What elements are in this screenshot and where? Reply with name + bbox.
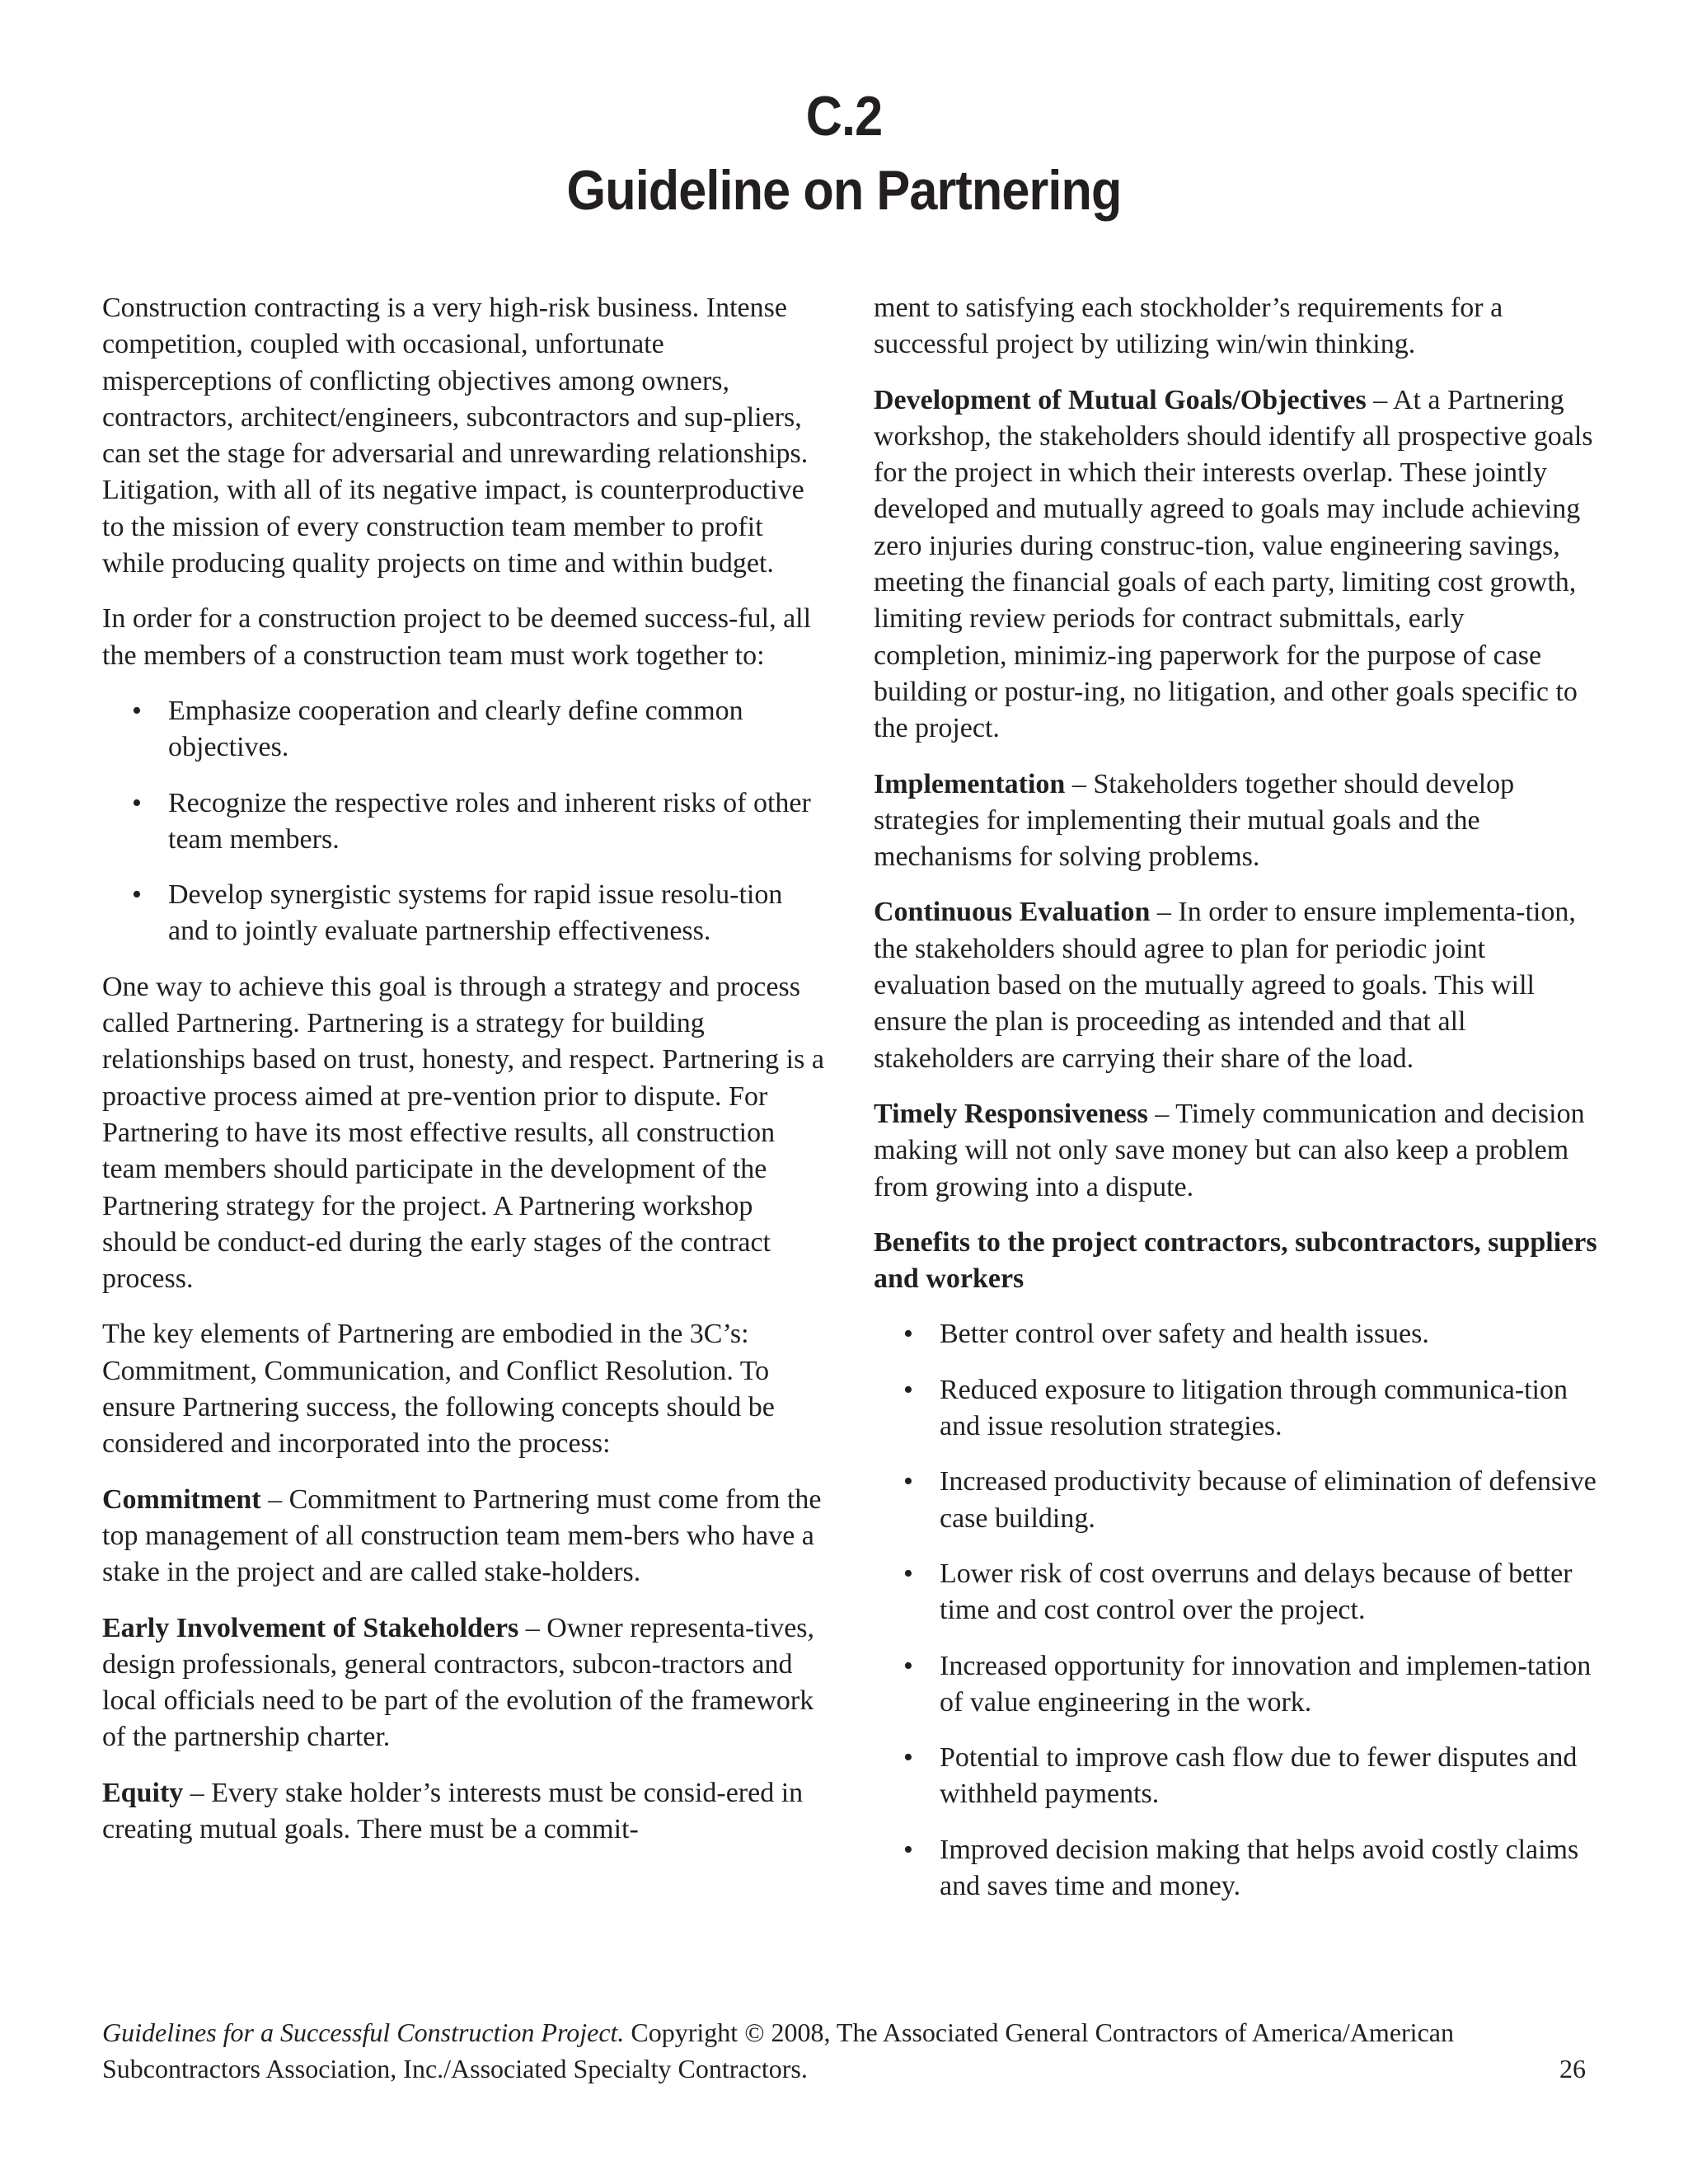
team-goals-list: [102, 693, 828, 950]
benefits-list: [874, 1316, 1599, 1905]
page-number: 26: [1559, 2054, 1586, 2083]
implementation-paragraph: Implementation – Stakeholders together should develop strategies for implementing their mutual goals and the mechanisms for solving problems.: [874, 768, 1515, 873]
equity-label: Equity: [102, 1777, 184, 1808]
bullet-icon: •: [903, 1742, 913, 1774]
commitment-paragraph: Commitment – Commitment to Partnering must come from the top management of all construction team mem-bers who have a stake in the project and are called stake-holders.: [102, 1483, 822, 1588]
bullet-icon: •: [132, 879, 142, 911]
bullet-icon: •: [903, 1650, 913, 1681]
list-item: • Lower risk of cost overruns and delays because of better time and cost control over the project.: [874, 1556, 1599, 1629]
responsiveness-label: Timely Responsiveness: [874, 1098, 1148, 1129]
list-item: • Better control over safety and health issues.: [874, 1316, 1599, 1352]
list-item: • Recognize the respective roles and inherent risks of other team members.: [102, 785, 828, 859]
list-item: • Increased productivity because of elimination of defensive case building.: [874, 1464, 1599, 1537]
page-title: Guideline on Partnering: [566, 159, 1122, 222]
footer-book-title: Guidelines for a Successful Construction Project.: [102, 2018, 625, 2047]
bullet-icon: •: [903, 1374, 913, 1405]
bullet-icon: •: [903, 1319, 913, 1350]
commitment-label: Commitment: [102, 1483, 261, 1515]
bullet-icon: •: [132, 787, 142, 818]
section-number: C.2: [805, 85, 883, 148]
bullet-icon: •: [903, 1466, 913, 1497]
early-involvement-label: Early Involvement of Stakeholders: [102, 1612, 519, 1643]
page-footer: [102, 2014, 1586, 2087]
bullet-icon: •: [903, 1834, 913, 1865]
list-item: • Potential to improve cash flow due to fewer disputes and withheld payments.: [874, 1740, 1599, 1813]
list-item: • Improved decision making that helps avoid costly claims and saves time and money.: [874, 1832, 1599, 1905]
partnering-paragraph: One way to achieve this goal is through a strategy and process called Partnering. Partnering is a strategy for building relationships based on trust, honesty, and respect. Partnering is a proactive process aimed at pre-vention prior to dispute. For Partnering to have its most effective results, all construction team members should participate in the development of the Partnering strategy for the project. A Partnering workshop should be conduct-ed during the early stages of the contract process.: [102, 971, 824, 1295]
intro-paragraph: Construction contracting is a very high-risk business. Intense competition, coupled with occasional, unfortunate misperceptions of conflicting objectives among owners, contractors, architect/engineers, subcontractors and sup-pliers, can set the stage for adversarial and unrewarding relationships. Litigation, with all of its negative impact, is counterproductive to the mission of every construction team member to profit while producing quality projects on time and within budget.: [102, 293, 809, 579]
key-elements-paragraph: The key elements of Partnering are embodied in the 3C’s: Commitment, Communication, and Conflict Resolution. To ensure Partnering success, the following concepts should be considered and incorporated into the process:: [102, 1319, 775, 1460]
page-header: [84, 79, 1603, 227]
equity-continued: ment to satisfying each stockholder’s requirements for a successful project by utilizing win/win thinking.: [874, 293, 1503, 360]
bullet-icon: •: [903, 1558, 913, 1589]
bullet-icon: •: [132, 695, 142, 726]
evaluation-paragraph: Continuous Evaluation – In order to ensure implementa-tion, the stakeholders should agree to plan for periodic joint evaluation based on the mutually agreed to goals. This will ensure the plan is proceeding as intended and that all stakeholders are carrying their share of the load.: [874, 897, 1576, 1074]
early-involvement-paragraph: Early Involvement of Stakeholders – Owner representa-tives, design professionals, general contractors, subcon-tractors and local officials need to be part of the evolution of the framework of the partnership charter.: [102, 1612, 815, 1753]
list-item: • Develop synergistic systems for rapid issue resolu-tion and to jointly evaluate partnership effectiveness.: [102, 877, 828, 950]
responsiveness-paragraph: Timely Responsiveness – Timely communication and decision making will not only save money but can also keep a problem from growing into a dispute.: [874, 1098, 1585, 1202]
mutual-goals-paragraph: Development of Mutual Goals/Objectives – At a Partnering workshop, the stakeholders should identify all prospective goals for the project in which their interests overlap. These jointly developed and mutually agreed to goals may include achieving zero injuries during construc-tion, value engineering savings, meeting the financial goals of each party, limiting cost growth, limiting review periods for contract submittals, early completion, minimiz-ing paperwork for the purpose of case building or postur-ing, no litigation, and other goals specific to the project.: [874, 384, 1593, 744]
left-column: [102, 290, 828, 1848]
evaluation-label: Continuous Evaluation: [874, 897, 1151, 928]
equity-paragraph: Equity – Every stake holder’s interests must be consid-ered in creating mutual goals. There must be a commit-: [102, 1777, 804, 1844]
mutual-goals-label: Development of Mutual Goals/Objectives: [874, 384, 1367, 415]
list-item: • Emphasize cooperation and clearly define common objectives.: [102, 693, 828, 766]
list-item: • Reduced exposure to litigation through communica-tion and issue resolution strategies.: [874, 1372, 1599, 1446]
footer-copyright: Copyright © 2008, The Associated General Contractors of America/American Subcontractors Association, Inc./Associated Specialty Contractors.: [102, 2018, 1454, 2083]
list-item: • Increased opportunity for innovation and implemen-tation of value engineering in the work.: [874, 1648, 1599, 1722]
implementation-label: Implementation: [874, 768, 1066, 799]
success-paragraph: In order for a construction project to be deemed success-ful, all the members of a construction team must work together to:: [102, 603, 812, 671]
right-column: [874, 290, 1599, 1924]
benefits-heading: Benefits to the project contractors, subcontractors, suppliers and workers: [874, 1226, 1597, 1295]
